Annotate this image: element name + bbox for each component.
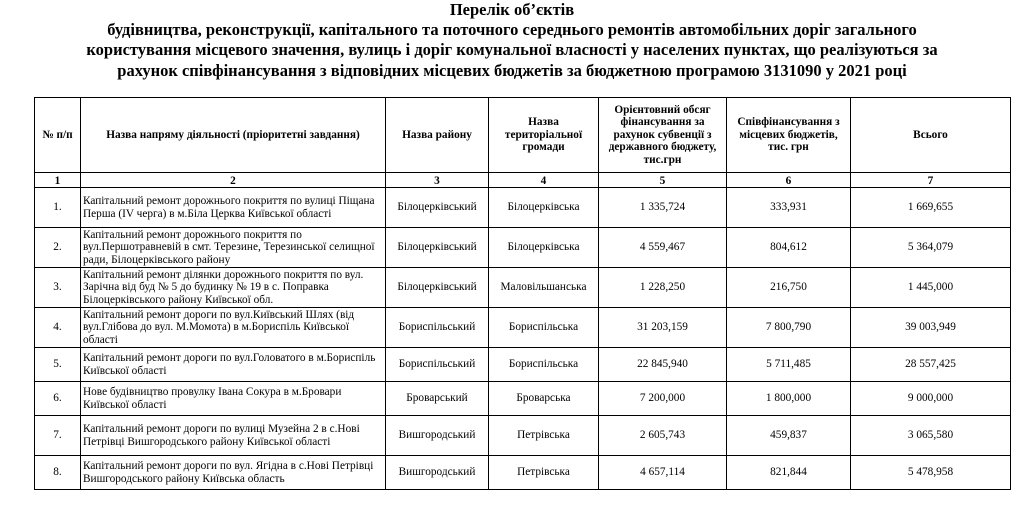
cofinance-amount: 7 800,790 <box>727 308 851 348</box>
subvention-amount: 22 845,940 <box>599 348 727 382</box>
total-amount: 5 478,958 <box>851 456 1011 490</box>
community: Білоцерківська <box>489 188 599 228</box>
total-amount: 1 669,655 <box>851 188 1011 228</box>
district: Бориспільський <box>386 348 489 382</box>
object-name: Капітальний ремонт дороги по вул.Головатого в м.Бориспіль Київської області <box>81 348 386 382</box>
object-name: Капітальний ремонт ділянки дорожнього покриття по вул. Зарічна від буд № 5 до будинку № 19 в с. Поправка Білоцерківського району Київської обл. <box>81 268 386 308</box>
row-number: 7. <box>35 416 81 456</box>
col-number: 4 <box>489 173 599 188</box>
heading-line-4: рахунок співфінансування з відповідних місцевих бюджетів за бюджетною програмою 3131090 у 2021 році <box>117 61 907 80</box>
community: Броварська <box>489 382 599 416</box>
total-amount: 39 003,949 <box>851 308 1011 348</box>
total-amount: 9 000,000 <box>851 382 1011 416</box>
object-name: Капітальний ремонт дорожнього покриття по вулиці Піщана Перша (IV черга) в м.Біла Церква Київської області <box>81 188 386 228</box>
row-number: 3. <box>35 268 81 308</box>
row-number: 2. <box>35 228 81 268</box>
table-row <box>35 382 1011 416</box>
district: Білоцерківський <box>386 228 489 268</box>
col-header-number: № п/п <box>35 98 81 173</box>
cofinance-amount: 459,837 <box>727 416 851 456</box>
row-number: 1. <box>35 188 81 228</box>
row-number: 5. <box>35 348 81 382</box>
total-amount: 1 445,000 <box>851 268 1011 308</box>
subvention-amount: 2 605,743 <box>599 416 727 456</box>
col-number: 7 <box>851 173 1011 188</box>
col-number: 5 <box>599 173 727 188</box>
district: Вишгородський <box>386 416 489 456</box>
column-number-row <box>35 173 1011 188</box>
community: Петрівська <box>489 456 599 490</box>
table-row <box>35 188 1011 228</box>
objects-table <box>34 97 1011 490</box>
table-row <box>35 308 1011 348</box>
heading-line-2: будівництва, реконструкції, капітального та поточного середнього ремонтів автомобільних доріг загального <box>107 20 917 39</box>
subvention-amount: 31 203,159 <box>599 308 727 348</box>
col-number: 2 <box>81 173 386 188</box>
community: Бориспільська <box>489 348 599 382</box>
subvention-amount: 4 559,467 <box>599 228 727 268</box>
col-header-name: Назва напряму діяльності (пріоритетні завдання) <box>81 98 386 173</box>
row-number: 4. <box>35 308 81 348</box>
community: Петрівська <box>489 416 599 456</box>
col-header-community: Назва територіальної громади <box>489 98 599 173</box>
district: Бориспільський <box>386 308 489 348</box>
subvention-amount: 1 228,250 <box>599 268 727 308</box>
col-header-total: Всього <box>851 98 1011 173</box>
row-number: 8. <box>35 456 81 490</box>
subvention-amount: 1 335,724 <box>599 188 727 228</box>
cofinance-amount: 216,750 <box>727 268 851 308</box>
table-row <box>35 228 1011 268</box>
total-amount: 28 557,425 <box>851 348 1011 382</box>
object-name: Капітальний ремонт дороги по вулиці Музейна 2 в с.Нові Петрівці Вишгородського району Київської області <box>81 416 386 456</box>
col-header-district: Назва району <box>386 98 489 173</box>
table-row <box>35 456 1011 490</box>
col-number: 6 <box>727 173 851 188</box>
cofinance-amount: 333,931 <box>727 188 851 228</box>
col-header-cofinance: Співфінансування з місцевих бюджетів, тис. грн <box>727 98 851 173</box>
object-name: Нове будівництво провулку Івана Сокура в м.Бровари Київської області <box>81 382 386 416</box>
cofinance-amount: 5 711,485 <box>727 348 851 382</box>
object-name: Капітальний ремонт дороги по вул.Київський Шлях (від вул.Глібова до вул. М.Момота) в м.Бориспіль Київської області <box>81 308 386 348</box>
table-row <box>35 348 1011 382</box>
cofinance-amount: 804,612 <box>727 228 851 268</box>
district: Вишгородський <box>386 456 489 490</box>
community: Маловільшанська <box>489 268 599 308</box>
total-amount: 5 364,079 <box>851 228 1011 268</box>
heading-line-3: користування місцевого значення, вулиць і доріг комунальної власності у населених пунктах, що реалізуються за <box>86 40 938 59</box>
community: Білоцерківська <box>489 228 599 268</box>
total-amount: 3 065,580 <box>851 416 1011 456</box>
row-number: 6. <box>35 382 81 416</box>
district: Білоцерківський <box>386 188 489 228</box>
community: Бориспільська <box>489 308 599 348</box>
object-name: Капітальний ремонт дорожнього покриття по вул.Першотравневій в смт. Терезине, Терезинської селищної ради, Білоцерківського району <box>81 228 386 268</box>
district: Броварський <box>386 382 489 416</box>
subvention-amount: 4 657,114 <box>599 456 727 490</box>
table-row <box>35 416 1011 456</box>
col-number: 3 <box>386 173 489 188</box>
heading-title: Перелік об’єктів <box>449 0 575 19</box>
subvention-amount: 7 200,000 <box>599 382 727 416</box>
district: Білоцерківський <box>386 268 489 308</box>
table-row <box>35 268 1011 308</box>
col-number: 1 <box>35 173 81 188</box>
cofinance-amount: 1 800,000 <box>727 382 851 416</box>
table-header-row <box>35 98 1011 173</box>
cofinance-amount: 821,844 <box>727 456 851 490</box>
object-name: Капітальний ремонт дороги по вул. Ягідна в с.Нові Петрівці Вишгородського району Київська область <box>81 456 386 490</box>
col-header-subvention: Орієнтовний обсяг фінансування за рахунок субвенції з державного бюджету, тис.грн <box>599 98 727 173</box>
